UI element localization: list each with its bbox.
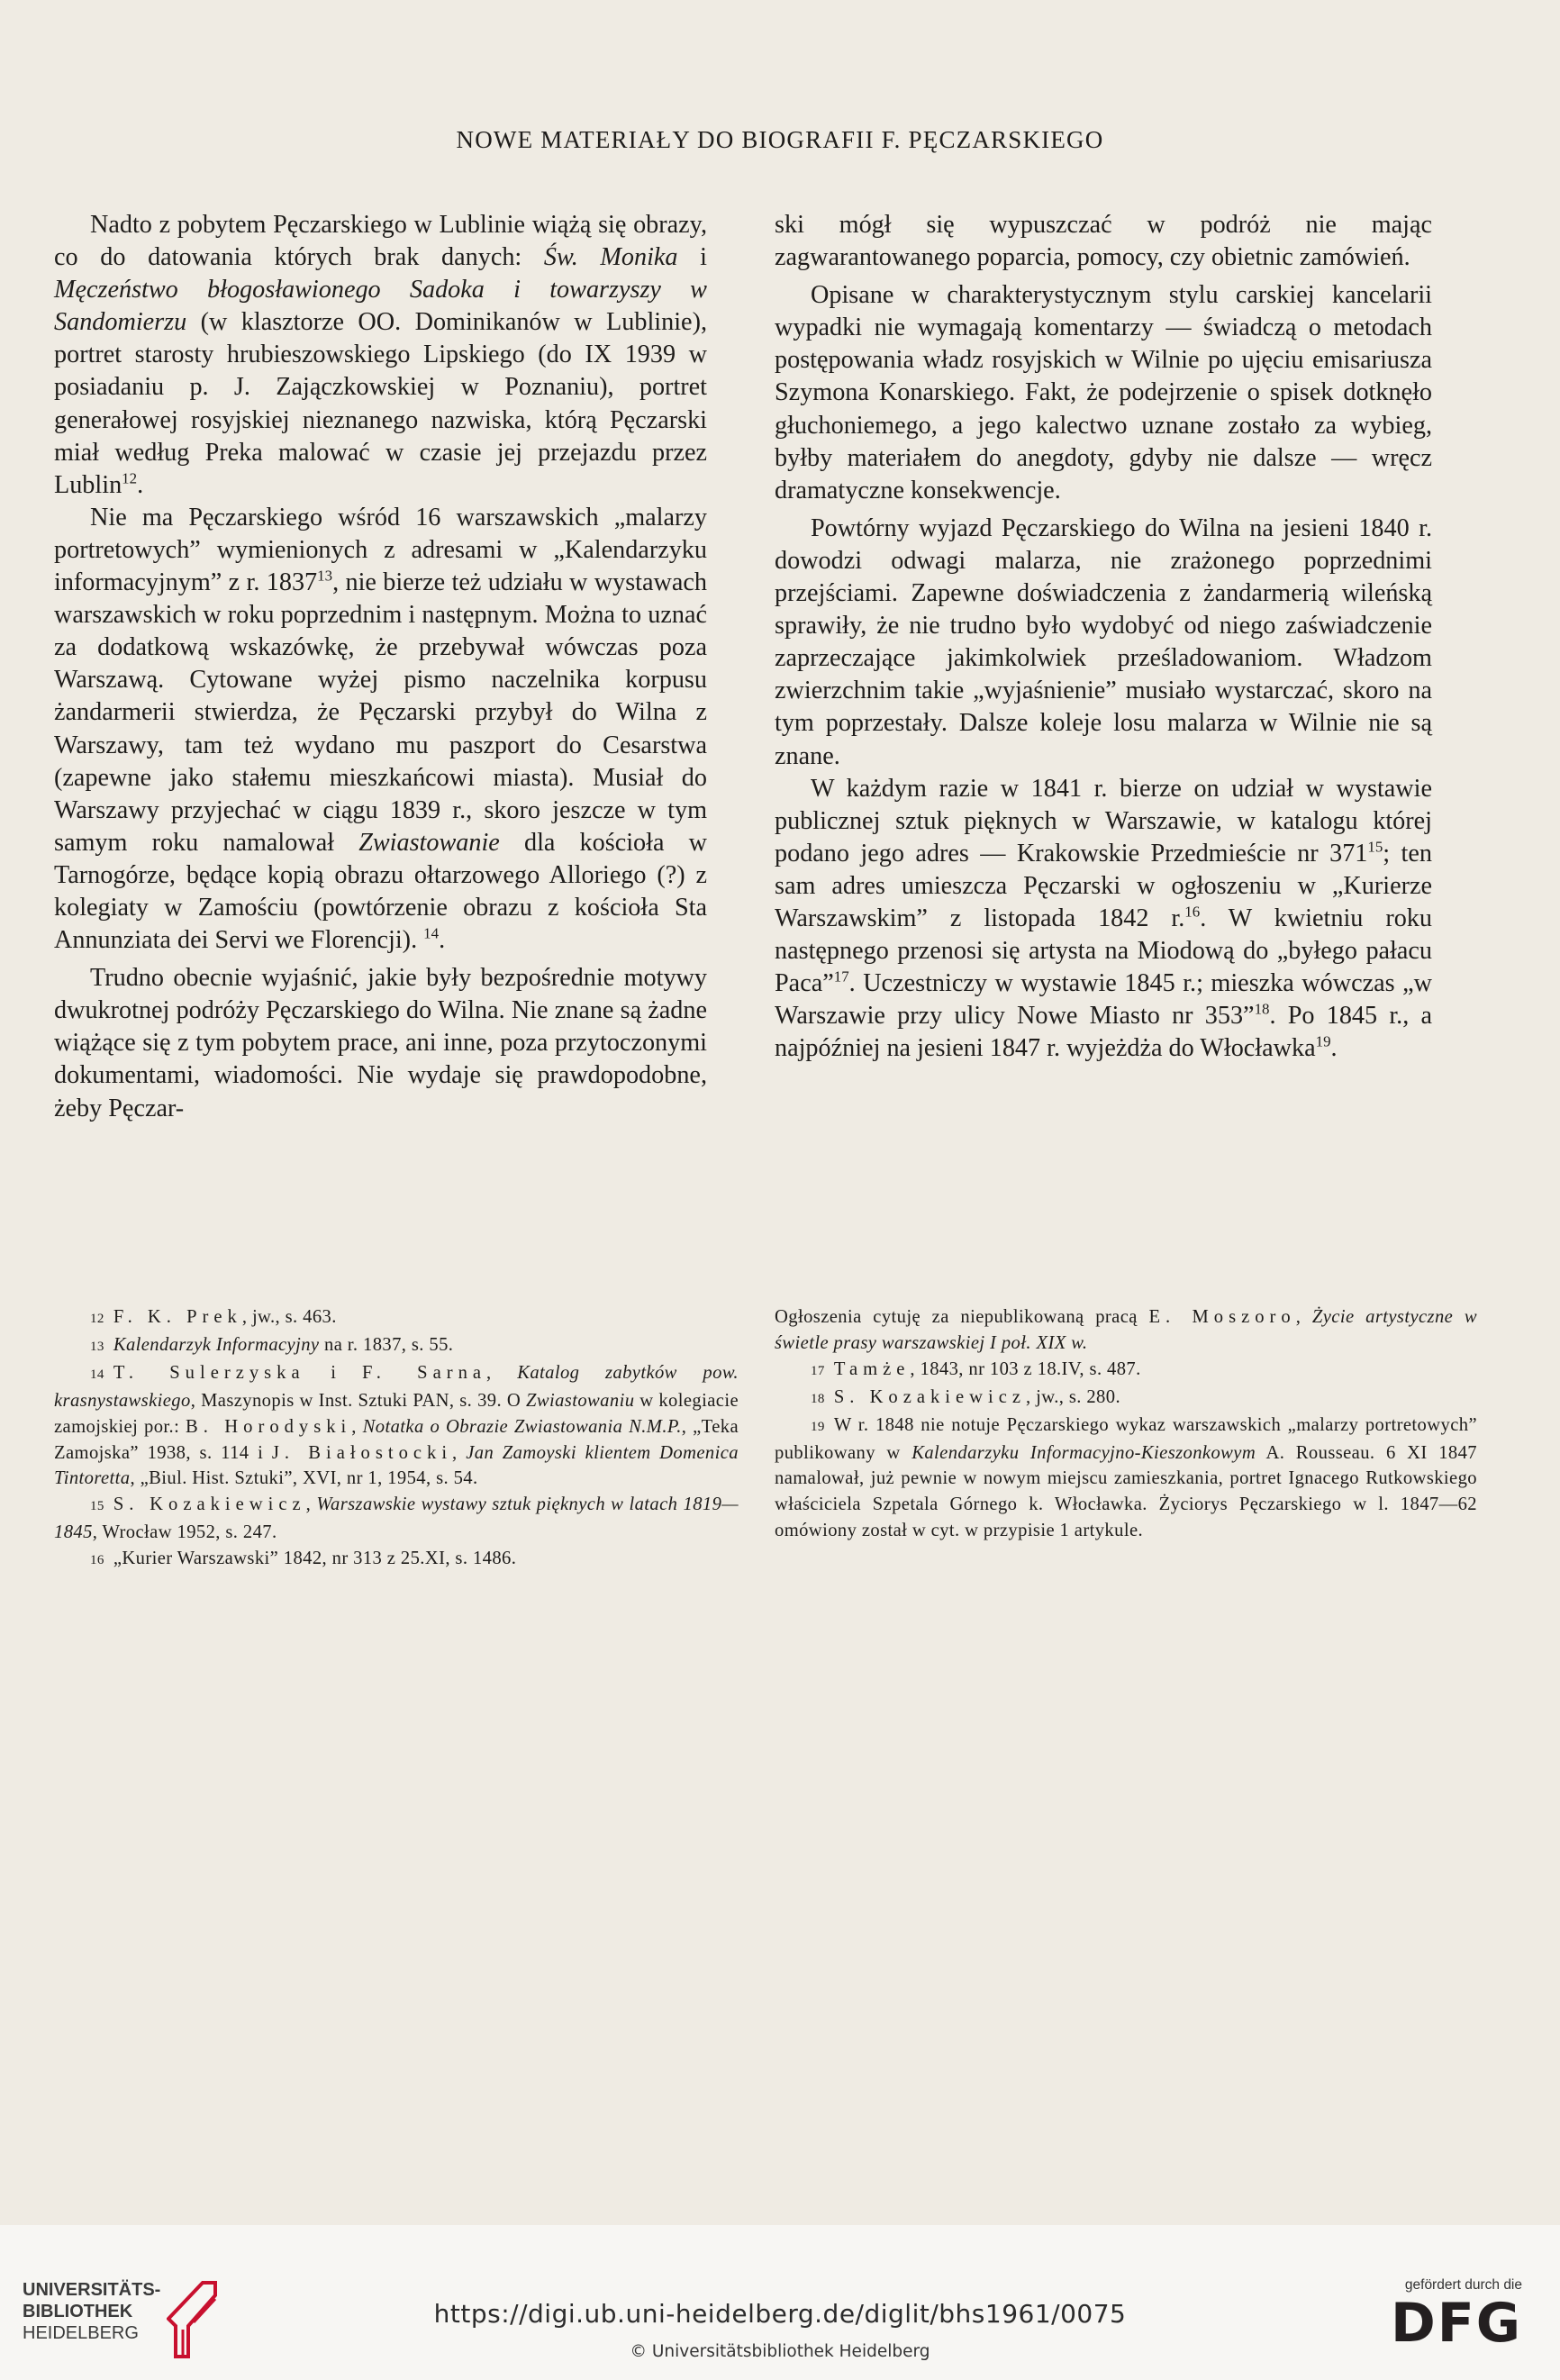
footnote — [54, 1332, 739, 1360]
footnote-number: 13 — [90, 1339, 104, 1354]
text-run: , — [305, 1494, 317, 1515]
spaced-author-name: T. Sulerzyska — [113, 1362, 305, 1383]
footnote-number: 17 — [811, 1363, 825, 1378]
text-run: W każdym razie w 1841 r. bierze on udział w wystawie publicznej sztuk pięknych w Warszawie, w katalogu której podano jego adres — Krakowskie Przedmieście nr 371 — [775, 774, 1432, 868]
text-run: Trudno obecnie wyjaśnić, jakie były bezpośrednie motywy dwukrotnej podróży Pęczarskiego do Wilna. Nie znane są żadne wiążące się z tym pobytem prace, ani inne, poza przytoczonymi dokumentami, wiadomości. Nie wydaje się prawdopodobne, żeby Pęczar- — [54, 964, 707, 1122]
right-column — [775, 209, 1432, 1065]
left-column — [54, 209, 707, 1125]
institution-line-2: BIBLIOTHEK — [23, 2302, 133, 2321]
institution-line-1: UNIVERSITÄTS- — [23, 2280, 161, 2300]
text-run: ski mógł się wypuszczać w podróż nie mając zagwarantowanego poparcia, pomocy, czy obietnic zamówień. — [775, 211, 1432, 272]
italic-text: Zwiastowaniu — [526, 1390, 635, 1411]
text-run: , jw., s. 280. — [1026, 1386, 1120, 1407]
text-run: Powtórny wyjazd Pęczarskiego do Wilna na jesieni 1840 r. dowodzi odwagi malarza, nie zrażonego poprzednimi przejściami. Zapewne doświadczenia z żandarmerią wileńską sprawiły, że nie trudno było wydobyć od niego zaświadczenie zaprzeczające jakimkolwiek prześladowaniom. Władzom zwierzchnim takie „wyjaśnienie” musiało wystarczać, skoro na tym poprzestały. Dalsze koleje losu malarza w Wilnie nie są znane. — [775, 513, 1432, 770]
footnote-ref: 19 — [1315, 1032, 1331, 1050]
text-run: . — [137, 470, 144, 499]
footnote — [54, 1360, 739, 1493]
text-run: i — [304, 1362, 362, 1383]
text-run: w kolegiacie zamojskiej por.: — [54, 1390, 739, 1437]
footnote-number: 16 — [90, 1553, 104, 1568]
italic-text: Jan Zamoyski klientem Domenica Tintoretta — [54, 1442, 739, 1489]
text-run: , „Biul. Hist. Sztuki”, XVI, nr 1, 1954, s. 54. — [130, 1468, 478, 1489]
text-run: , — [486, 1362, 518, 1383]
funding-note: gefördert durch die — [1404, 2277, 1522, 2293]
text-run: Opisane w charakterystycznym stylu carskiej kancelarii wypadki nie wymagają komentarzy — świadczą o metodach postępowania władz rosyjskich w Wilnie po ujęciu emisariusza Szymona Konarskiego. Fakt, że podejrzenie o spisek dotknęło głuchoniemego, a jego kalectwo uznane zostało za wybieg, byłby materiałem do anegdoty, gdyby nie dalsze — wręcz dramatyczne konsekwencje. — [775, 281, 1432, 504]
text-run: Ogłoszenia cytuję za niepublikowaną pracą — [775, 1307, 1149, 1327]
footnotes-left — [54, 1304, 739, 1574]
text-run: , „Teka Zamojska” 1938, s. 114 i — [54, 1416, 739, 1463]
spaced-author-name: F. Sarna — [361, 1362, 487, 1383]
text-run: i — [677, 243, 708, 272]
spaced-author-name: F. K. Prek — [113, 1307, 242, 1327]
footnote — [775, 1304, 1477, 1357]
italic-text: Św. Monika — [543, 243, 678, 272]
text-run: (w klasztorze OO. Dominikanów w Lublinie), portret starosty hrubieszowskiego Lipskiego (do IX 1939 w posiadaniu p. J. Zajączkowskiej w Poznaniu), portret generałowej rosyjskiej nieznanego nazwiska, którą Pęczarski miał według Preka malować w czasie jej przejazdu przez Lublin — [54, 308, 707, 499]
footnote-number: 18 — [811, 1391, 825, 1406]
spaced-author-name: E. Moszoro — [1148, 1307, 1296, 1327]
text-run: . — [1330, 1034, 1338, 1063]
text-run: . Uczestniczy w wystawie 1845 r.; mieszka wówczas „w Warszawie przy ulicy Nowe Miasto nr 353” — [775, 969, 1432, 1031]
dfg-logo-text: DFG — [1390, 2292, 1522, 2355]
text-run: „Kurier Warszawski” 1842, nr 313 z 25.XI, s. 1486. — [113, 1549, 517, 1569]
text-run: Nadto z pobytem Pęczarskiego w Lublinie wiążą się obrazy, co do datowania których brak danych: — [54, 211, 707, 272]
text-run: , Maszynopis w Inst. Sztuki PAN, s. 39. O — [190, 1390, 526, 1411]
body-paragraph — [775, 209, 1432, 274]
footnote-number: 14 — [90, 1367, 104, 1382]
spaced-author-name: S. Kozakiewicz — [113, 1494, 306, 1515]
footnote — [54, 1304, 739, 1332]
spaced-author-name: J. Białostocki — [271, 1442, 453, 1463]
viewer-footer — [0, 2225, 1560, 2380]
footnote — [775, 1413, 1477, 1545]
footnote — [775, 1357, 1477, 1385]
footnote-ref: 15 — [1367, 838, 1383, 856]
spaced-author-name: B. Horodyski — [186, 1416, 352, 1437]
body-paragraph — [54, 502, 707, 957]
italic-text: Kalendarzyk Informacyjny — [113, 1334, 320, 1355]
footnote-number: 19 — [811, 1419, 825, 1434]
footnote-ref: 17 — [833, 967, 849, 986]
text-run: ; ten sam adres umieszcza Pęczarski w ogłoszeniu w „Kurierze Warszawskim” z listopada 1842 r. — [775, 839, 1432, 932]
body-paragraph — [54, 962, 707, 1124]
italic-text: Notatka o Obrazie Zwiastowania N.M.P. — [362, 1416, 682, 1437]
text-run: , — [452, 1442, 467, 1463]
footnote — [54, 1492, 739, 1546]
footnote — [775, 1385, 1477, 1413]
body-paragraph — [54, 209, 707, 502]
italic-text: Katalog zabytków pow. krasnystawskiego — [54, 1362, 739, 1411]
text-run: . Po 1845 r., a najpóźniej na jesieni 1847 r. wyjeżdża do Włocławka — [775, 1002, 1432, 1063]
text-run: , Wrocław 1952, s. 247. — [92, 1522, 277, 1543]
footnote-ref: 18 — [1254, 1000, 1270, 1018]
text-run: . — [439, 926, 446, 955]
footnote-number: 12 — [90, 1312, 104, 1326]
text-run: , — [351, 1416, 363, 1437]
footnote-ref: 16 — [1184, 903, 1201, 921]
text-run: Nie ma Pęczarskiego wśród 16 warszawskich „malarzy portretowych” wymienionych z adresami w „Kalendarzyku informacyjnym” z r. 1837 — [54, 503, 707, 597]
spaced-author-name: Tamże — [833, 1358, 911, 1379]
text-run: , jw., s. 463. — [241, 1307, 337, 1327]
spaced-author-name: S. Kozakiewicz — [833, 1386, 1027, 1407]
italic-text: Warszawskie wystawy sztuk pięknych w latach 1819—1845 — [54, 1494, 739, 1543]
italic-text: Zwiastowanie — [358, 828, 500, 857]
text-run: dla kościoła w Tarnogórze, będące kopią obrazu ołtarzowego Alloriego (?) z kolegiaty w Zamościu (powtórzenie obrazu z kościoła Sta Annunziata dei Servi we Florencji). — [54, 828, 707, 955]
text-run: na r. 1837, s. 55. — [319, 1334, 454, 1355]
text-run: A. Rousseau. 6 XI 1847 namalował, już pewnie w nowym miejscu zamieszkania, portret Ignacego Rutkowskiego właściciela Szpetala Górnego k. Włocławka. Życiorys Pęczarskiego w l. 1847—62 omówiony został w cyt. w przypisie 1 artykule. — [775, 1442, 1477, 1541]
italic-text: Kalendarzyku Informacyjno-Kieszonkowym — [912, 1442, 1256, 1463]
footnote-ref: 13 — [317, 567, 333, 585]
institution-line-3: HEIDELBERG — [23, 2323, 139, 2343]
text-run: , 1843, nr 103 z 18.IV, s. 487. — [910, 1358, 1141, 1379]
italic-text: Męczeństwo błogosławionego Sadoka i towarzyszy w Sandomierzu — [54, 276, 707, 337]
body-paragraph — [775, 773, 1432, 1066]
running-head: NOWE MATERIAŁY DO BIOGRAFII F. PĘCZARSKIEGO — [456, 126, 1104, 153]
footnote-ref: 12 — [122, 469, 138, 487]
text-run: W r. 1848 nie notuje Pęczarskiego wykaz warszawskich „malarzy portretowych” publikowany w — [775, 1414, 1477, 1463]
body-paragraph — [775, 513, 1432, 773]
text-run: , nie bierze też udziału w wystawach warszawskich w roku poprzednim i następnym. Można to uznać za dodatkową wskazówkę, że przebywał wówczas poza Warszawą. Cytowane wyżej pismo naczelnika korpusu żandarmerii stwierdza, że Pęczarski przybył do Wilna z Warszawy, tam też wydano mu paszport do Cesarstwa (zapewne jako stałemu mieszkańcowi miasta). Musiał do Warszawy przyjechać w ciągu 1839 r., skoro jeszcze w tym samym roku namalował — [54, 568, 707, 857]
footnote-number: 15 — [90, 1499, 104, 1514]
italic-text: Życie artystyczne w świetle prasy warszawskiej I poł. XIX w. — [775, 1307, 1478, 1353]
footnotes-right — [775, 1304, 1477, 1544]
footnote — [54, 1546, 739, 1574]
footnote-ref: 14 — [423, 924, 440, 942]
text-run: , — [1295, 1307, 1312, 1327]
body-paragraph — [775, 279, 1432, 507]
dfg-funding-logo[interactable] — [1378, 2277, 1522, 2367]
copyright-notice: © Universitätsbibliothek Heidelberg — [630, 2342, 930, 2361]
permalink-url[interactable]: https://digi.ub.uni-heidelberg.de/diglit/bhs1961/0075 — [433, 2299, 1127, 2329]
text-run: . W kwietniu roku następnego przenosi się artysta na Miodową do „byłego pałacu Paca” — [775, 904, 1432, 998]
